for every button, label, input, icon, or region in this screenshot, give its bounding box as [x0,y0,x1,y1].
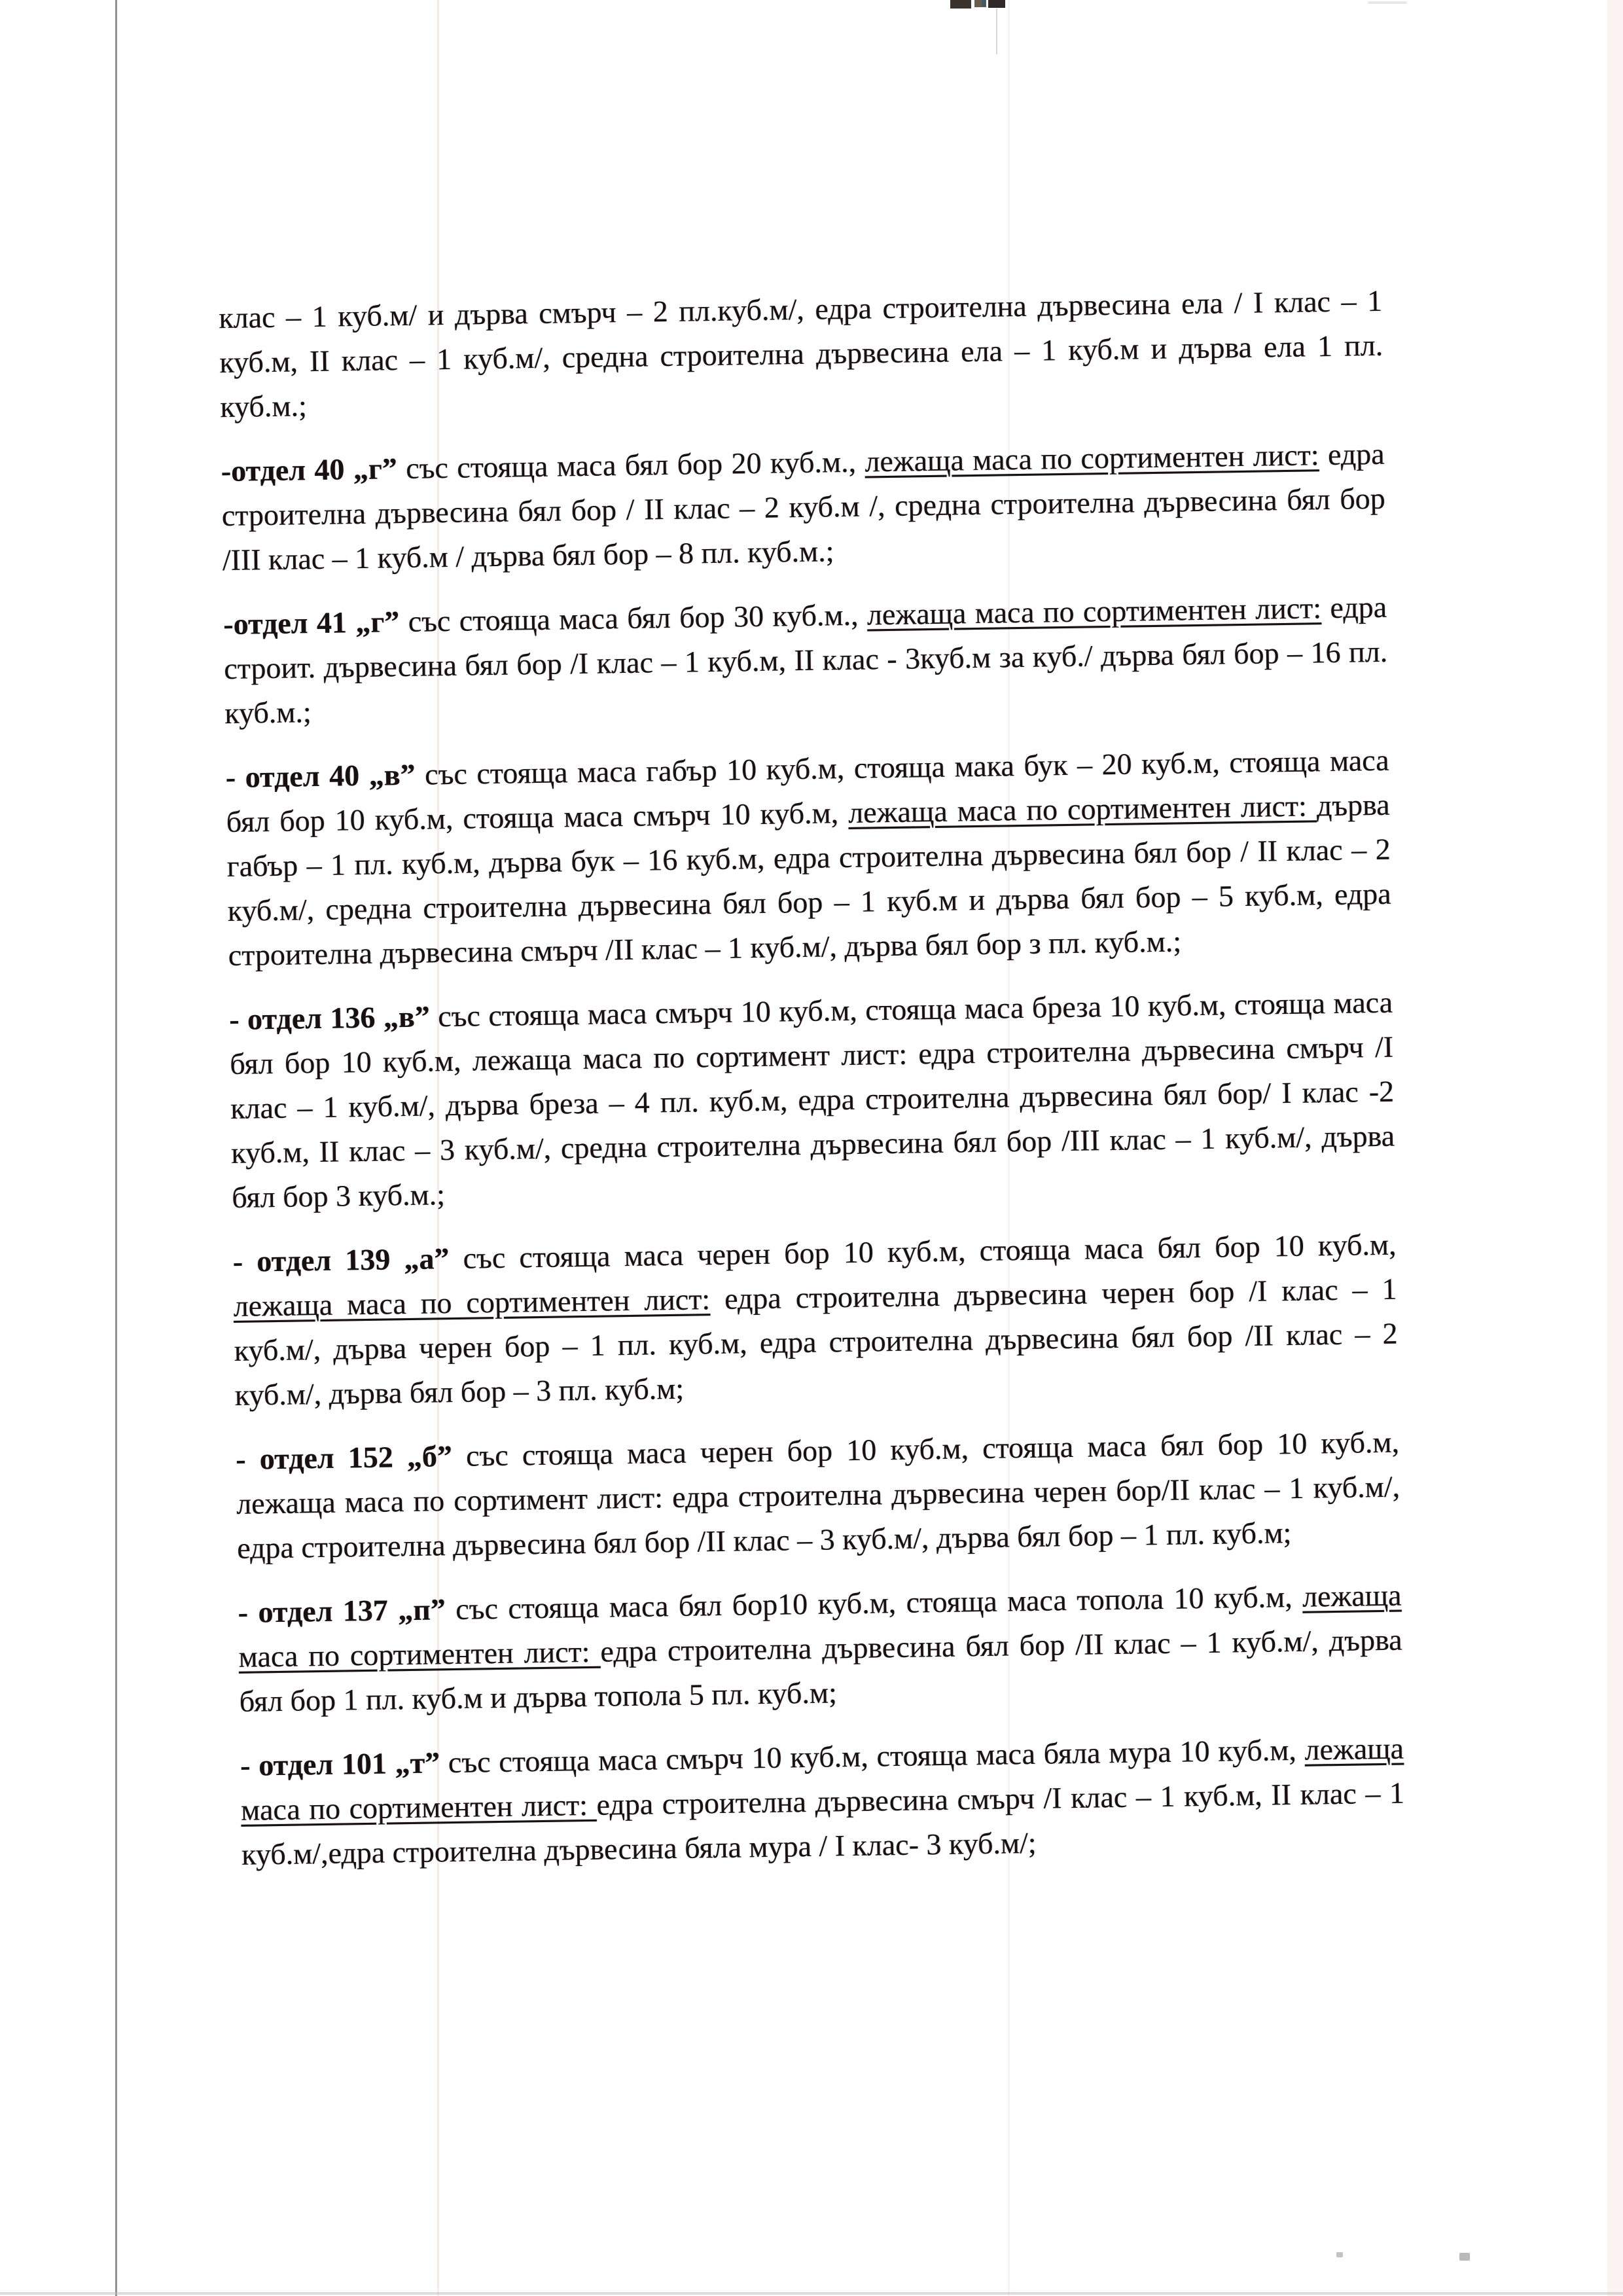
scan-speck [1368,1,1407,4]
text-run: лежаща маса по сортиментен лист: [233,1282,711,1323]
scan-speck [1336,2252,1343,2257]
text-run: дърва габър – 1 пл. куб.м, дърва бук – 16 куб.м, едра строителна дървесина бял бор / II клас – 2 куб.м/, средна строителна дървесина бял бор – 1 куб.м и дърва бял бор – 5 куб.м, едра строителна дървесина смърч /II клас – 1 куб.м/, дърва бял бор з пл. куб.м.; [226,787,1391,973]
text-run: едра строителна дървесина черен бор /I клас – 1 куб.м/, дърва черен бор – 1 пл. куб.м, едра строителна дървесина бял бор /II клас – 2 куб.м/, дърва бял бор – 3 пл. куб.м; [234,1272,1398,1412]
text-run: -отдел 40 „г” [221,452,398,488]
text-run: едра строителна дървесина бял бор / II клас – 2 куб.м /, средна строителна дървесина бял бор /III клас – 1 куб.м / дърва бял бор – 8 пл. куб.м.; [221,437,1386,577]
text-run: със стояща маса габър 10 куб.м, стояща мака бук – 20 куб.м, стояща маса бял бор 10 куб.м, стояща маса смърч 10 куб.м, [226,743,1389,839]
top-edge-smudge [950,0,971,9]
text-run: - отдел 101 „т” [240,1746,440,1782]
text-run: - отдел 152 „б” [235,1439,453,1476]
text-run: едра строителна дървесина бял бор /II клас – 1 куб.м/, дърва бял бор 1 пл. куб.м и дърва топола 5 пл. куб.м; [239,1623,1402,1718]
text-run: едра строителна дървесина смърч /I клас – 1 куб.м, II клас – 1 куб.м/,едра строителна дървесина бяла мура / I клас- 3 куб.м/; [241,1776,1405,1871]
text-run: едра строит. дървесина бял бор /I клас – 1 куб.м, II клас - 3куб.м за куб./ дърва бял бор – 16 пл. куб.м.; [223,590,1388,730]
top-edge-smudge [982,0,986,7]
paragraph-3 [223,585,1389,736]
text-run: със стояща маса черен бор 10 куб.м, стояща маса бял бор 10 куб.м, лежаща маса по сортимент лист: едра строителна дървесина черен бор/II клас – 1 куб.м/, едра строителна дървесина бял бор /II клас – 3 куб.м/, дърва бял бор – 1 пл. куб.м; [236,1425,1400,1565]
text-run: клас – 1 куб.м/ и дърва смърч – 2 пл.куб.м/, едра строителна дървесина ела / I клас – 1 куб.м, II клас – 1 куб.м/, средна строителна дървесина ела – 1 куб.м и дърва ела 1 пл. куб.м.; [218,283,1383,424]
bottom-scan-edge-line [0,2292,1623,2295]
text-run: лежаща маса по сортиментен лист: [866,591,1322,632]
text-run: със стояща маса бял бор 30 куб.м., [399,598,868,639]
text-run: със стояща маса бял бор10 куб.м, стояща маса топола 10 куб.м, [445,1579,1303,1626]
text-run: със стояща маса смърч 10 куб.м, стояща маса бяла мура 10 куб.м, [439,1732,1305,1780]
text-run: със стояща маса смърч 10 куб.м, стояща маса бреза 10 куб.м, стояща маса бял бор 10 куб.м, лежаща маса по сортимент лист: едра строителна дървесина смърч /I клас – 1 куб.м/, дърва бреза – 4 пл. куб.м, едра строителна дървесина бял бор/ I клас -2 куб.м, II клас – 3 куб.м/, средна строителна дървесина бял бор /III клас – 1 куб.м/, дърва бял бор 3 куб.м.; [229,985,1395,1214]
text-run: със стояща маса черен бор 10 куб.м, стояща маса бял бор 10 куб.м, [449,1227,1397,1276]
text-run: лежаща маса по сортиментен лист: [238,1578,1402,1674]
text-run: - отдел 40 „в” [225,757,416,795]
paragraph-8 [238,1573,1403,1724]
paragraph-6 [232,1223,1399,1418]
paragraph-5 [229,980,1396,1220]
text-run: лежаща маса по сортиментен лист: [240,1731,1404,1827]
scanner-band-right [1607,0,1623,2296]
text-run: - отдел 137 „п” [238,1592,446,1629]
text-run: лежаща маса по сортиментен лист: [847,789,1317,829]
paragraph-7 [236,1420,1401,1571]
top-edge-smudge [988,0,1005,8]
paragraph-2 [221,432,1386,583]
paragraph-1 [219,279,1384,429]
text-run: - отдел 139 „а” [232,1242,450,1278]
text-run: -отдел 41 „г” [223,605,400,641]
text-run: - отдел 136 „в” [228,999,431,1037]
scan-speck [1459,2253,1470,2261]
document-text [219,279,1406,1897]
left-scan-edge-line [115,0,117,2296]
text-run: със стояща маса бял бор 20 куб.м., [397,444,865,486]
text-run: лежаща маса по сортиментен лист: [865,438,1319,478]
top-edge-smudge-tail [996,9,997,54]
paragraph-9 [240,1727,1406,1877]
paragraph-4 [225,738,1392,978]
